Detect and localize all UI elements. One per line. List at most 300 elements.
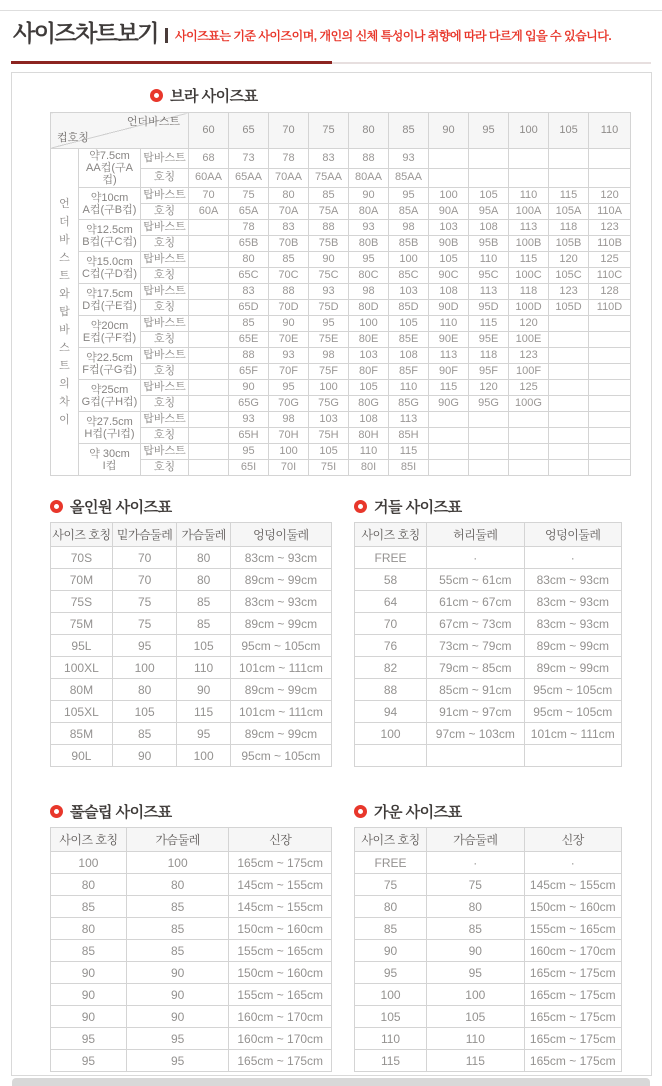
table-row <box>51 569 332 591</box>
page-subtitle: 사이즈표는 기준 사이즈이며, 개인의 신체 특성이나 취향에 따라 다르게 입을 수 있습니다. <box>175 29 612 43</box>
bra-topbust-cell <box>469 444 509 460</box>
table-row <box>51 591 332 613</box>
table-row <box>355 852 622 874</box>
bra-name-cell: 85E <box>389 332 429 348</box>
bra-column-header: 90 <box>429 113 469 149</box>
bra-name-cell: 110B <box>589 236 631 252</box>
table-cell: FREE <box>355 547 427 569</box>
table-cell: · <box>524 547 621 569</box>
bra-name-cell <box>429 428 469 444</box>
bra-topbust-cell: 105 <box>429 252 469 268</box>
bra-rowtype-name: 호칭 <box>141 332 189 348</box>
bra-name-cell: 60A <box>189 204 229 220</box>
table-cell: 155cm ~ 165cm <box>524 918 621 940</box>
bra-name-cell: 80A <box>349 204 389 220</box>
table-cell: 70S <box>51 547 113 569</box>
table-cell: 75 <box>427 874 524 896</box>
table-cell: 90 <box>51 1006 127 1028</box>
table-cell: 105 <box>177 635 230 657</box>
bra-name-cell: 80G <box>349 396 389 412</box>
bra-name-cell <box>189 428 229 444</box>
bra-topbust-cell: 93 <box>389 149 429 169</box>
bra-name-cell: 65D <box>229 300 269 316</box>
table-cell: 95 <box>112 635 177 657</box>
bra-name-cell: 65A <box>229 204 269 220</box>
column-header: 엉덩이둘레 <box>230 523 331 547</box>
table-header-row <box>355 523 622 547</box>
bra-name-cell <box>189 460 229 476</box>
bra-topbust-cell <box>509 149 549 169</box>
table-cell: 110 <box>427 1028 524 1050</box>
bra-topbust-cell <box>189 220 229 236</box>
bra-topbust-cell: 78 <box>269 149 309 169</box>
bra-topbust-cell: 83 <box>269 220 309 236</box>
section-bullet-icon <box>150 89 163 102</box>
bra-name-cell: 100F <box>509 364 549 380</box>
bra-topbust-cell <box>549 444 589 460</box>
bra-name-cell: 75I <box>309 460 349 476</box>
bra-topbust-cell <box>509 444 549 460</box>
section-title-label: 풀슬립 사이즈표 <box>70 803 172 821</box>
column-header: 엉덩이둘레 <box>524 523 621 547</box>
bra-topbust-cell <box>189 380 229 396</box>
bra-name-cell: 85H <box>389 428 429 444</box>
bra-cup-label-cell: 약22.5cm F컵(구G컵) <box>79 348 141 380</box>
table-cell: 90 <box>51 984 127 1006</box>
table-cell: 105 <box>355 1006 427 1028</box>
table-cell: 89cm ~ 99cm <box>230 679 331 701</box>
bra-topbust-cell: 88 <box>349 149 389 169</box>
table-row <box>355 635 622 657</box>
table-cell: 89cm ~ 99cm <box>524 657 621 679</box>
table-row <box>355 569 622 591</box>
bra-topbust-cell <box>589 348 631 364</box>
table-cell: · <box>427 852 524 874</box>
bra-name-cell: 105D <box>549 300 589 316</box>
content-panel <box>11 72 652 1076</box>
bra-name-cell <box>189 236 229 252</box>
bra-rowtype-name: 호칭 <box>141 168 189 188</box>
table-cell: 165cm ~ 175cm <box>229 852 332 874</box>
table-cell: 165cm ~ 175cm <box>229 1050 332 1072</box>
bra-topbust-cell: 68 <box>189 149 229 169</box>
table-cell: 70 <box>355 613 427 635</box>
bra-topbust-cell: 90 <box>309 252 349 268</box>
bra-name-cell: 75C <box>309 268 349 284</box>
bra-name-cell: 85I <box>389 460 429 476</box>
bra-name-cell: 100A <box>509 204 549 220</box>
bra-topbust-cell: 125 <box>509 380 549 396</box>
bra-topbust-cell: 83 <box>309 149 349 169</box>
bra-cup-label-cell: 약 30cm I컵 <box>79 444 141 476</box>
table-cell: 85 <box>177 613 230 635</box>
table-cell: 80 <box>177 569 230 591</box>
table-cell: 90 <box>51 962 127 984</box>
bra-name-cell: 110C <box>589 268 631 284</box>
bra-name-cell <box>189 268 229 284</box>
table-cell: 115 <box>355 1050 427 1072</box>
bra-name-cell: 75B <box>309 236 349 252</box>
bra-name-cell: 70A <box>269 204 309 220</box>
section-title-label: 올인원 사이즈표 <box>70 498 172 516</box>
bra-name-cell <box>549 332 589 348</box>
bra-name-cell <box>189 300 229 316</box>
bra-column-header: 85 <box>389 113 429 149</box>
table-cell: 85M <box>51 723 113 745</box>
bra-rowtype-topbust: 탑바스트 <box>141 188 189 204</box>
table-cell: 95 <box>51 1028 127 1050</box>
bra-topbust-cell: 93 <box>229 412 269 428</box>
table-cell: 145cm ~ 155cm <box>524 874 621 896</box>
bra-name-cell: 90F <box>429 364 469 380</box>
table-cell: 95L <box>51 635 113 657</box>
bra-rowtype-name: 호칭 <box>141 300 189 316</box>
bra-topbust-cell: 98 <box>309 348 349 364</box>
table-cell: 100 <box>355 723 427 745</box>
bra-topbust-cell: 75 <box>229 188 269 204</box>
table-cell: 55cm ~ 61cm <box>427 569 524 591</box>
bra-name-cell: 70G <box>269 396 309 412</box>
table-cell: 105 <box>112 701 177 723</box>
bra-table-row <box>51 220 631 236</box>
bra-topbust-cell: 88 <box>309 220 349 236</box>
table-cell: 165cm ~ 175cm <box>524 1028 621 1050</box>
allinone-size-table <box>50 522 332 767</box>
table-cell: 155cm ~ 165cm <box>229 940 332 962</box>
bra-name-cell: 80C <box>349 268 389 284</box>
bra-table-row <box>51 149 631 169</box>
bra-name-cell <box>429 460 469 476</box>
table-cell: 100 <box>51 852 127 874</box>
table-cell <box>524 745 621 767</box>
table-row <box>355 918 622 940</box>
table-cell: 80M <box>51 679 113 701</box>
table-cell: 85 <box>51 940 127 962</box>
bra-table-row <box>51 316 631 332</box>
bra-topbust-cell: 108 <box>469 220 509 236</box>
bra-topbust-cell: 95 <box>269 380 309 396</box>
bra-topbust-cell: 93 <box>269 348 309 364</box>
table-cell: 115 <box>427 1050 524 1072</box>
table-row <box>355 591 622 613</box>
table-row <box>355 1006 622 1028</box>
table-cell: 83cm ~ 93cm <box>524 613 621 635</box>
table-cell <box>427 745 524 767</box>
table-cell: 70 <box>112 547 177 569</box>
table-cell: 95 <box>355 962 427 984</box>
table-row <box>355 657 622 679</box>
bra-topbust-cell: 100 <box>389 252 429 268</box>
bra-header-row <box>51 113 631 149</box>
column-header: 신장 <box>524 828 621 852</box>
bra-topbust-cell <box>509 412 549 428</box>
bra-topbust-cell: 110 <box>469 252 509 268</box>
bra-name-cell: 80B <box>349 236 389 252</box>
bra-rowtype-topbust: 탑바스트 <box>141 444 189 460</box>
table-cell: 150cm ~ 160cm <box>524 896 621 918</box>
table-cell: 83cm ~ 93cm <box>230 591 331 613</box>
bra-name-cell <box>549 396 589 412</box>
table-cell: 100 <box>427 984 524 1006</box>
bra-topbust-cell: 100 <box>269 444 309 460</box>
table-cell: 80 <box>355 896 427 918</box>
table-cell: 80 <box>112 679 177 701</box>
bra-side-label-cell <box>51 149 79 476</box>
column-header: 사이즈 호칭 <box>355 828 427 852</box>
bra-name-cell <box>189 396 229 412</box>
bra-topbust-cell: 108 <box>349 412 389 428</box>
bra-name-cell: 65H <box>229 428 269 444</box>
bra-topbust-cell: 88 <box>229 348 269 364</box>
bra-topbust-cell <box>189 444 229 460</box>
table-cell: 101cm ~ 111cm <box>524 723 621 745</box>
fullslip-size-table <box>50 827 332 1072</box>
table-cell: 100XL <box>51 657 113 679</box>
bra-topbust-cell: 115 <box>389 444 429 460</box>
table-cell: 97cm ~ 103cm <box>427 723 524 745</box>
bra-side-label: 언더바스트와 탑바스트의 차이 <box>59 198 70 426</box>
bra-name-cell <box>589 428 631 444</box>
bra-rowtype-name: 호칭 <box>141 268 189 284</box>
bra-topbust-cell: 118 <box>469 348 509 364</box>
bra-name-cell: 80AA <box>349 168 389 188</box>
table-cell: 76 <box>355 635 427 657</box>
column-header: 허리둘레 <box>427 523 524 547</box>
bra-topbust-cell: 123 <box>549 284 589 300</box>
table-cell: 100 <box>112 657 177 679</box>
table-cell: 160cm ~ 170cm <box>229 1006 332 1028</box>
table-row <box>355 745 622 767</box>
bra-topbust-cell: 120 <box>469 380 509 396</box>
table-cell: · <box>524 852 621 874</box>
table-cell: 90 <box>427 940 524 962</box>
bra-name-cell: 85AA <box>389 168 429 188</box>
bra-corner-cell <box>51 113 189 149</box>
table-header-row <box>355 828 622 852</box>
bra-topbust-cell: 115 <box>549 188 589 204</box>
bra-topbust-cell: 115 <box>509 252 549 268</box>
bra-rowtype-topbust: 탑바스트 <box>141 220 189 236</box>
bra-topbust-cell: 100 <box>429 188 469 204</box>
bra-topbust-cell: 115 <box>469 316 509 332</box>
bra-topbust-cell: 80 <box>269 188 309 204</box>
bra-topbust-cell: 110 <box>349 444 389 460</box>
bra-name-cell: 75E <box>309 332 349 348</box>
table-cell: 61cm ~ 67cm <box>427 591 524 613</box>
table-cell: 105 <box>427 1006 524 1028</box>
column-header: 사이즈 호칭 <box>51 523 113 547</box>
bra-topbust-cell: 108 <box>429 284 469 300</box>
bra-topbust-cell <box>589 444 631 460</box>
table-row <box>51 1050 332 1072</box>
bra-topbust-cell: 98 <box>349 284 389 300</box>
bra-topbust-cell <box>429 412 469 428</box>
bra-topbust-cell <box>549 412 589 428</box>
girdle-size-table <box>354 522 622 767</box>
table-row <box>51 940 332 962</box>
bra-topbust-cell: 110 <box>509 188 549 204</box>
bra-name-cell: 70B <box>269 236 309 252</box>
bra-name-cell: 95F <box>469 364 509 380</box>
bra-cup-label-cell: 약17.5cm D컵(구E컵) <box>79 284 141 316</box>
table-row <box>51 613 332 635</box>
gown-size-table <box>354 827 622 1072</box>
bra-name-cell: 85G <box>389 396 429 412</box>
bra-rowtype-name: 호칭 <box>141 364 189 380</box>
table-row <box>51 918 332 940</box>
bra-name-cell: 80H <box>349 428 389 444</box>
bra-name-cell: 70H <box>269 428 309 444</box>
bra-name-cell <box>469 428 509 444</box>
bra-name-cell <box>589 460 631 476</box>
table-cell: 89cm ~ 99cm <box>230 569 331 591</box>
bra-name-cell: 65C <box>229 268 269 284</box>
bra-name-cell <box>469 460 509 476</box>
title-underline <box>11 61 651 64</box>
bra-name-cell: 75G <box>309 396 349 412</box>
bra-topbust-cell: 80 <box>229 252 269 268</box>
table-cell: 165cm ~ 175cm <box>524 962 621 984</box>
fullslip-section <box>50 803 332 1072</box>
column-header: 가슴둘레 <box>177 523 230 547</box>
column-header: 밑가슴둘레 <box>112 523 177 547</box>
bra-topbust-cell: 110 <box>429 316 469 332</box>
table-row <box>355 896 622 918</box>
table-row <box>355 679 622 701</box>
table-row <box>355 1050 622 1072</box>
table-cell: 100 <box>126 852 229 874</box>
bra-table-row <box>51 444 631 460</box>
table-cell: 58 <box>355 569 427 591</box>
table-row <box>51 1006 332 1028</box>
table-row <box>51 635 332 657</box>
table-cell: 85 <box>51 896 127 918</box>
tables-row-2 <box>50 803 629 1072</box>
section-title-label: 브라 사이즈표 <box>170 87 258 105</box>
table-cell: 79cm ~ 85cm <box>427 657 524 679</box>
allinone-section <box>50 498 332 767</box>
table-cell: 70M <box>51 569 113 591</box>
bra-topbust-cell <box>589 380 631 396</box>
bra-topbust-cell <box>189 316 229 332</box>
bra-size-table <box>50 112 631 476</box>
girdle-section <box>354 498 622 767</box>
bra-rowtype-topbust: 탑바스트 <box>141 380 189 396</box>
bra-rowtype-topbust: 탑바스트 <box>141 149 189 169</box>
bra-table-row <box>51 284 631 300</box>
bra-topbust-cell <box>189 348 229 364</box>
bra-topbust-cell <box>549 348 589 364</box>
bra-name-cell <box>589 332 631 348</box>
bra-name-cell <box>589 364 631 380</box>
bra-topbust-cell: 113 <box>469 284 509 300</box>
table-row <box>355 984 622 1006</box>
bra-topbust-cell: 120 <box>509 316 549 332</box>
bra-table-row <box>51 188 631 204</box>
section-bullet-icon <box>354 500 367 513</box>
bra-topbust-cell <box>589 316 631 332</box>
bra-cup-label-cell: 약10cm A컵(구B컵) <box>79 188 141 220</box>
bra-topbust-cell: 110 <box>389 380 429 396</box>
bra-rowtype-name: 호칭 <box>141 460 189 476</box>
bra-rowtype-name: 호칭 <box>141 236 189 252</box>
table-cell: 95cm ~ 105cm <box>230 745 331 767</box>
bra-name-cell: 85F <box>389 364 429 380</box>
bra-name-cell <box>509 168 549 188</box>
bra-topbust-cell: 85 <box>269 252 309 268</box>
bra-name-cell: 100B <box>509 236 549 252</box>
bra-column-header: 110 <box>589 113 631 149</box>
table-cell: 90 <box>126 1006 229 1028</box>
bra-topbust-cell: 100 <box>349 316 389 332</box>
bra-name-cell: 70E <box>269 332 309 348</box>
bra-name-cell: 95B <box>469 236 509 252</box>
table-row <box>51 984 332 1006</box>
bra-topbust-cell <box>189 252 229 268</box>
bra-topbust-cell <box>549 316 589 332</box>
bra-topbust-cell: 105 <box>389 316 429 332</box>
table-cell: 85 <box>126 940 229 962</box>
bra-name-cell: 80I <box>349 460 389 476</box>
bra-name-cell: 65AA <box>229 168 269 188</box>
bra-name-cell: 70C <box>269 268 309 284</box>
bra-name-cell: 70I <box>269 460 309 476</box>
bra-name-cell: 100E <box>509 332 549 348</box>
table-header-row <box>51 828 332 852</box>
column-header: 신장 <box>229 828 332 852</box>
bra-rowtype-topbust: 탑바스트 <box>141 412 189 428</box>
bra-topbust-cell: 105 <box>469 188 509 204</box>
table-cell: 165cm ~ 175cm <box>524 1006 621 1028</box>
section-title-label: 가운 사이즈표 <box>374 803 462 821</box>
section-title-allinone <box>50 498 332 514</box>
table-cell: 105XL <box>51 701 113 723</box>
bra-topbust-cell <box>589 412 631 428</box>
bra-topbust-cell: 105 <box>309 444 349 460</box>
bra-name-cell <box>509 428 549 444</box>
bra-topbust-cell <box>469 412 509 428</box>
bra-topbust-cell: 90 <box>229 380 269 396</box>
table-cell: 95 <box>51 1050 127 1072</box>
bra-name-cell: 110A <box>589 204 631 220</box>
table-cell: 75M <box>51 613 113 635</box>
bra-name-cell <box>189 332 229 348</box>
section-bullet-icon <box>354 805 367 818</box>
table-cell: 90 <box>112 745 177 767</box>
table-cell: 95cm ~ 105cm <box>230 635 331 657</box>
bra-topbust-cell: 125 <box>589 252 631 268</box>
table-cell: 100 <box>355 984 427 1006</box>
bra-name-cell: 75A <box>309 204 349 220</box>
table-cell: 90 <box>126 984 229 1006</box>
column-header: 사이즈 호칭 <box>355 523 427 547</box>
bra-rowtype-topbust: 탑바스트 <box>141 316 189 332</box>
bra-name-cell: 100G <box>509 396 549 412</box>
bra-topbust-cell: 118 <box>549 220 589 236</box>
section-bullet-icon <box>50 500 63 513</box>
table-cell: 64 <box>355 591 427 613</box>
bra-topbust-cell: 100 <box>309 380 349 396</box>
bra-column-header: 65 <box>229 113 269 149</box>
page-header <box>13 20 611 46</box>
title-underline-dark <box>11 61 332 64</box>
table-row <box>51 874 332 896</box>
table-cell: 83cm ~ 93cm <box>524 591 621 613</box>
table-cell: 75S <box>51 591 113 613</box>
bra-topbust-cell: 85 <box>229 316 269 332</box>
bra-name-cell: 90C <box>429 268 469 284</box>
table-cell: 165cm ~ 175cm <box>524 984 621 1006</box>
